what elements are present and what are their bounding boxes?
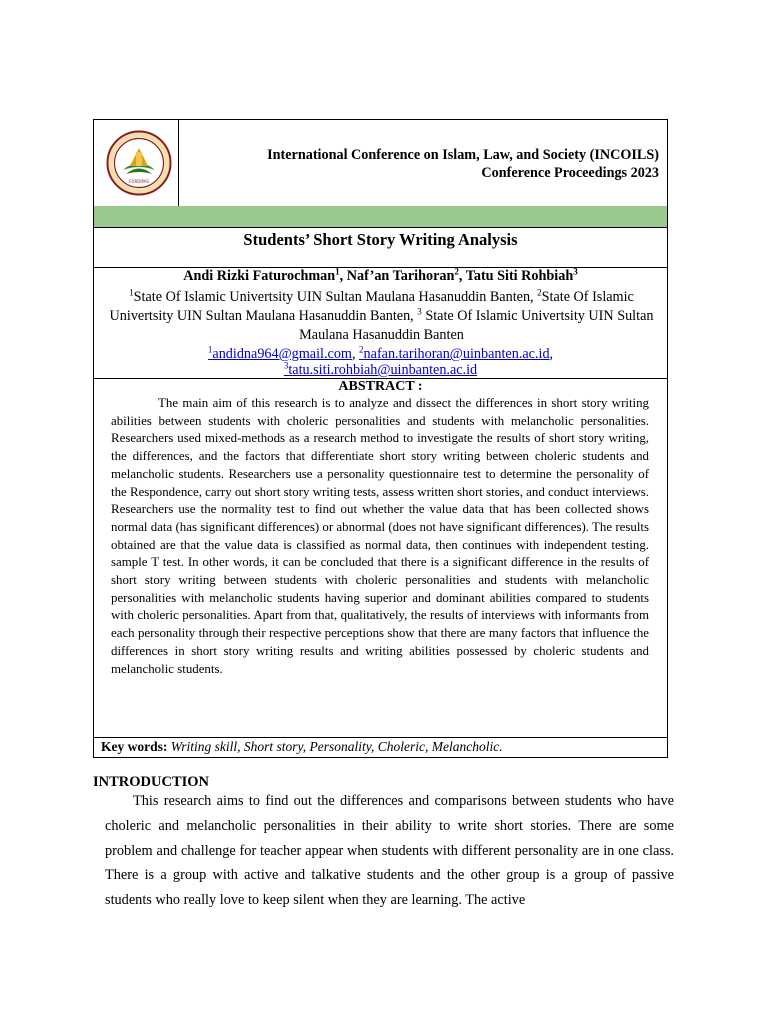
conference-info (267, 146, 659, 182)
author-sup: 1 (335, 266, 340, 277)
author-name: Naf’an Tarihoran (346, 268, 455, 284)
keywords-label: Key words: (101, 739, 168, 754)
affil-sup: 2 (537, 287, 542, 298)
abstract-body: The main aim of this research is to analyze and dissect the differences in short story writing abilities between students with choleric personalities and students with melancholic personalities. Researchers used mixed-methods as a research method to investigate the results of short story writing, the differences, and the factors that differentiate short story writing between choleric students and melancholic students. Researchers use a personality questionnaire test to determine the personality of the Respondence, carry out short story writing tests, assess written short stories, and conduct interviews. Researchers use the normality test to find out whether the value data that has been collected shows normal data (has significant differences) or abnormal (does not have significant differences). The results obtained are that the value data is classified as normal data, then continues with independent testing. sample T test. In other words, it can be concluded that there is a significant difference in the results of short story writing between students with choleric personalities and students with melancholic personalities with melancholic students having superior and dominant abilities compared to students with choleric personalities. Apart from that, qualitatively, the results of interviews with informants from each personality through their respective perceptions show that there are many factors that influence the differences in short story writing results and writing abilities possessed by choleric students and melancholic students. (111, 396, 649, 676)
logo-divider (178, 120, 179, 206)
divider (94, 737, 667, 738)
affil-sup: 1 (129, 287, 134, 298)
email-sup: 3 (283, 360, 289, 371)
paper-title: Students’ Short Story Writing Analysis (243, 230, 518, 249)
paper-header-box (93, 119, 668, 758)
keywords-value: Writing skill, Short story, Personality, Choleric, Melancholic. (167, 739, 503, 754)
affiliations (102, 288, 661, 345)
logo-caption: FORDIPAS (129, 179, 149, 184)
affil-sup: 3 (417, 306, 422, 317)
email-sup: 1 (207, 344, 213, 355)
author-name: Andi Rizki Faturochman (183, 268, 336, 284)
author-sup: 2 (454, 266, 459, 277)
conference-name: International Conference on Islam, Law, and Society (INCOILS) (267, 147, 659, 163)
email-link[interactable] (208, 346, 352, 362)
separator: , (339, 268, 347, 284)
author-sup: 3 (573, 266, 578, 277)
affiliation-text: State Of Islamic Univertsity UIN Sultan Maulana Hasanuddin Banten, (109, 289, 634, 324)
affiliation-text: State Of Islamic Univertsity UIN Sultan Maulana Hasanuddin Banten (299, 308, 654, 343)
author-emails: $^1$andidna964@gmail.com, $^2$nafan.tarihoran@uinbanten.ac.id, $^3$tatu.siti.rohbiah@uinbanten.ac.id (207, 344, 554, 378)
authors-line (94, 268, 667, 285)
email-text: tatu.siti.rohbiah@uinbanten.ac.id (288, 362, 478, 378)
keywords-line (101, 739, 503, 755)
author-name: Tatu Siti Rohbiah (465, 268, 574, 284)
separator: , (458, 268, 466, 284)
email-link[interactable] (284, 362, 477, 378)
introduction-body: This research aims to find out the differences and comparisons between students who have choleric and melancholic personalities in their ability to write short stories. There are some problem and challenge for teacher appear when students with different personality are in one class. There is a group with active and talkative students and the other group is a group of passive students who really love to keep silent when they are learning. The active (105, 793, 674, 909)
email-text: nafan.tarihoran@uinbanten.ac.id (363, 346, 550, 362)
fordipas-logo (106, 130, 172, 196)
email-sup: 2 (359, 344, 364, 355)
divider (94, 227, 667, 228)
email-link[interactable] (359, 346, 550, 362)
conference-proceedings: Conference Proceedings 2023 (481, 165, 659, 181)
email-text: andidna964@gmail.com (212, 346, 352, 362)
abstract-heading: ABSTRACT : (338, 379, 423, 394)
accent-bar (94, 206, 667, 227)
introduction-heading: INTRODUCTION (93, 774, 210, 790)
affiliation-text: State Of Islamic Univertsity UIN Sultan Maulana Hasanuddin Banten, (133, 289, 538, 305)
